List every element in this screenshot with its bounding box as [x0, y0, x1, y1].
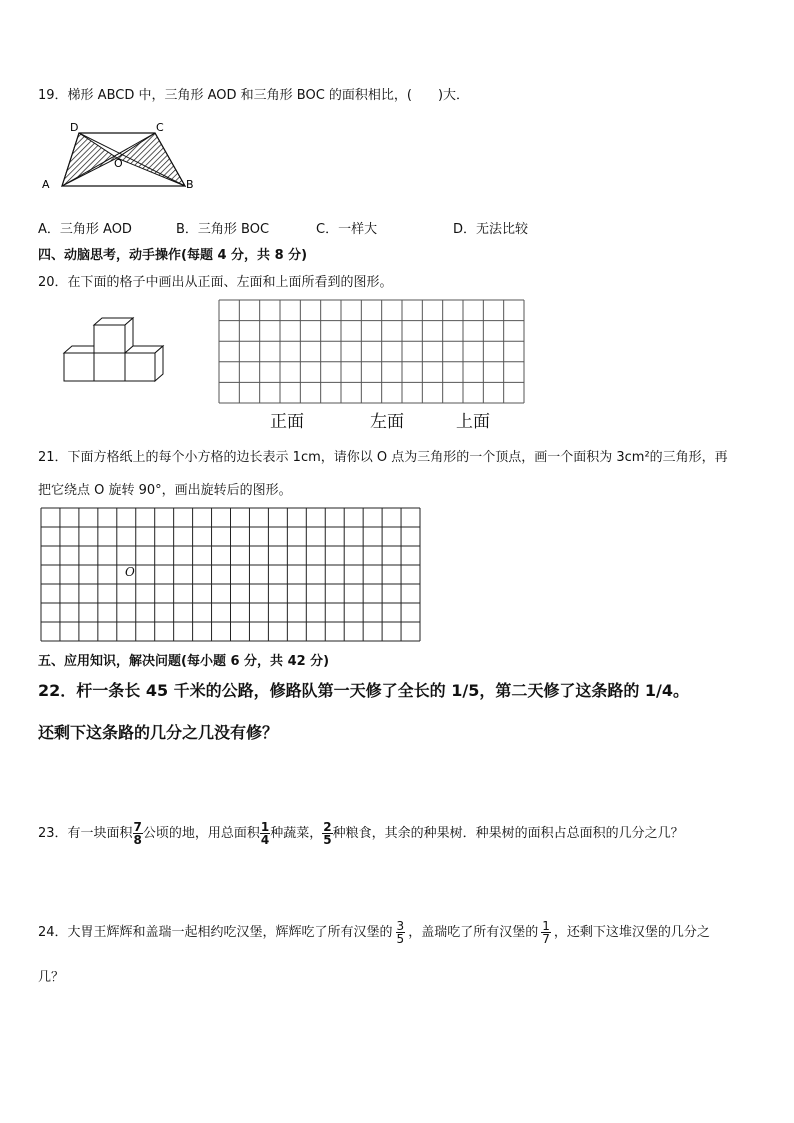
label-d: D — [70, 121, 79, 134]
label-b: B — [186, 178, 194, 191]
fraction-3-5: $\frac{3}{5}$ — [396, 919, 405, 946]
q24-part-a: 24．大胃王辉辉和盖瑞一起相约吃汉堡，辉辉吃了所有汉堡的 — [38, 925, 393, 940]
q24-part-b: ，盖瑞吃了所有汉堡的 — [408, 925, 539, 940]
q20-drawing-grid[interactable] — [219, 300, 524, 403]
q24-part-c: ，还剩下这堆汉堡的几分之 — [553, 925, 710, 940]
q23-part-c: 种蔬菜， — [270, 826, 323, 841]
fraction-1-4: $\frac{1}{4}$ — [260, 820, 270, 847]
fraction-2-5: $\frac{2}{5}$ — [323, 820, 332, 847]
q19-option-a: A．三角形 AOD — [38, 222, 132, 237]
q19-option-d: D．无法比较 — [453, 222, 529, 237]
label-o: O — [114, 157, 123, 170]
q24-text-line1 — [38, 920, 710, 945]
label-c: C — [156, 121, 164, 134]
label-front-view: 正面 — [270, 412, 304, 432]
q19-text: 19．梯形 ABCD 中，三角形 AOD 和三角形 BOC 的面积相比，( )大． — [38, 88, 470, 103]
label-a: A — [42, 178, 50, 191]
q23-part-a: 23．有一块面积 — [38, 826, 133, 841]
q23-part-b: 公顷的地，用总面积 — [142, 826, 260, 841]
q22-text-line2: 还剩下这条路的几分之几没有修？ — [38, 723, 279, 742]
q23-text — [38, 821, 684, 846]
q20-text: 20．在下面的格子中画出从正面、左面和上面所看到的图形。 — [38, 275, 393, 290]
trapezoid-figure — [40, 118, 200, 198]
section-5-heading: 五、应用知识，解决问题(每小题 6 分，共 42 分) — [38, 654, 330, 669]
q19-option-b: B．三角形 BOC — [176, 222, 270, 237]
section-4-heading: 四、动脑思考，动手操作(每题 4 分，共 8 分) — [38, 248, 308, 263]
label-left-view: 左面 — [370, 412, 404, 432]
fraction-7-8: $\frac{7}{8}$ — [133, 820, 142, 847]
fraction-1-7: $\frac{1}{7}$ — [542, 919, 550, 946]
q23-part-d: 种粮食，其余的种果树．种果树的面积占总面积的几分之几？ — [332, 826, 684, 841]
q21-drawing-grid[interactable] — [41, 508, 420, 641]
q22-text-line1: 22．杆一条长 45 千米的公路，修路队第一天修了全长的 1/5，第二天修了这条路的 1/4。 — [38, 681, 690, 700]
cube-stack-figure — [62, 318, 166, 384]
q24-text-line2: 几？ — [38, 970, 65, 985]
label-top-view: 上面 — [456, 412, 490, 432]
q19-option-c: C．一样大 — [316, 222, 378, 237]
q21-text-line1: 21．下面方格纸上的每个小方格的边长表示 1cm，请你以 O 点为三角形的一个顶点，画一个面积为 3cm²的三角形，再 — [38, 450, 728, 465]
triangle-boc — [117, 133, 185, 186]
q21-text-line2: 把它绕点 O 旋转 90°，画出旋转后的图形。 — [38, 483, 292, 498]
point-o-label: O — [125, 565, 135, 579]
